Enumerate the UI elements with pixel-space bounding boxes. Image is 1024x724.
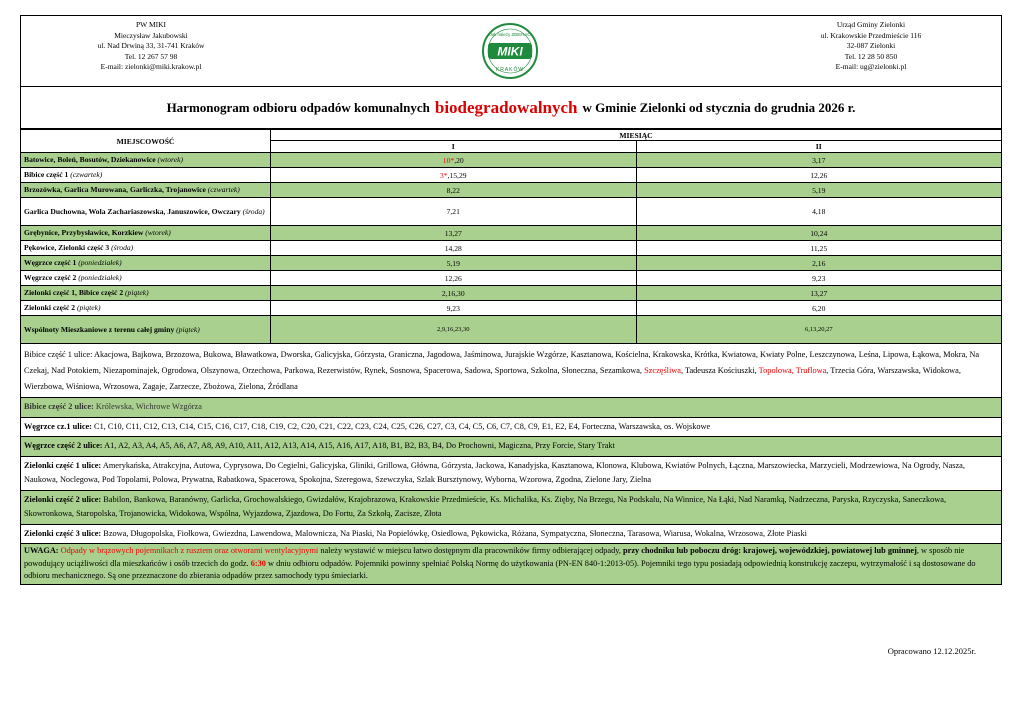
month-1-dates: [271, 256, 637, 271]
table-row: [21, 271, 1002, 286]
contractor-email: E-mail: zielonki@miki.krakow.pl: [100, 62, 202, 71]
collection-weekday: (czwartek): [207, 185, 240, 194]
street-list-text: C1, C10, C11, C12, C13, C14, C15, C16, C17, C18, C19, C2, C20, C21, C22, C23, C24, C25, C26, C27, C3, C4, C5, C6, C7, C8, C9, E1, E2, E4, Forteczna, Warszawska, os. Wojskowe: [94, 421, 711, 431]
title-suffix: w Gminie Zielonki od stycznia do grudnia 2026 r.: [582, 99, 856, 115]
holiday-date: 10*: [442, 155, 455, 165]
streets-bibice-1: [20, 344, 1002, 398]
month-1-dates: [271, 226, 637, 241]
collection-weekday: (wtorek): [145, 228, 171, 237]
table-row: [21, 286, 1002, 301]
location-name: Garlica Duchowna, Wola Zachariaszowska, Januszowice, Owczary: [24, 206, 241, 216]
schedule-rows: [21, 153, 1002, 344]
row-location: [21, 198, 271, 226]
month-2-dates: 5,19: [636, 183, 1002, 198]
title-highlight: biodegradowalnych: [434, 97, 578, 117]
notice-highlight: Odpady w brązowych pojemnikach z rusztem oraz otworami wentylacyjnymi: [60, 546, 319, 555]
collection-weekday: (czwartek): [70, 170, 103, 179]
month-2-dates: 6,20: [636, 301, 1002, 316]
pickup-dates: ,20: [454, 155, 464, 165]
pickup-dates: 5,19: [446, 258, 460, 268]
location-name: Brzozówka, Garlica Murowana, Garliczka, Trojanowice: [24, 185, 206, 194]
pickup-dates: 9,23: [446, 303, 460, 313]
table-row: [21, 301, 1002, 316]
notice-text: należy wystawić w miejscu łatwo dostępnym dla pracowników firmy odbierającej odpady,: [320, 546, 621, 555]
municipality-name: Urząd Gminy Zielonki: [836, 20, 906, 29]
streets-zielonki-2: [20, 491, 1002, 525]
location-name: Wspólnoty Mieszkaniowe z terenu całej gminy: [24, 324, 175, 334]
streets-wegrzce-2: [20, 437, 1002, 457]
month-2-dates: 10,24: [636, 226, 1002, 241]
street-list-text: , Trzecia Góra, Warszawska, Widokowa, Wierzbowa, Wiśniowa, Wrzosowa, Zagaje, Zarzecze, Zbożowa, Zielona, Źródlana: [24, 366, 961, 391]
month-1-dates: [271, 286, 637, 301]
month-2-dates: 12,26: [636, 168, 1002, 183]
table-row: [21, 183, 1002, 198]
pickup-dates: 2,9,16,23,30: [437, 326, 470, 333]
table-header-row: [21, 130, 1002, 141]
month-2-dates: 6,13,20,27: [636, 316, 1002, 344]
street-group-label: Bibice część 2 ulice:: [24, 402, 94, 411]
pickup-dates: 2,16,30: [441, 288, 465, 298]
table-row: [21, 241, 1002, 256]
row-location: [21, 168, 271, 183]
schedule-table: [20, 129, 1002, 344]
street-highlight: Szczęśliwa: [644, 366, 681, 375]
municipality-postcode: 32-087 Zielonki: [846, 41, 896, 50]
location-name: Batowice, Boleń, Bosutów, Dziekanowice: [24, 155, 156, 164]
header-month-2: II: [636, 141, 1002, 153]
row-location: [21, 316, 271, 344]
month-2-dates: 9,23: [636, 271, 1002, 286]
location-name: Węgrzce część 1: [24, 258, 77, 267]
table-row: [21, 153, 1002, 168]
location-name: Zielonki część 2: [24, 303, 76, 312]
notice-text: , w sposób nie powodujący uciążliwości dla mieszkańców i osób trzecich do godz.: [24, 546, 965, 568]
collection-weekday: (środa): [111, 243, 134, 252]
month-1-dates: [271, 198, 637, 226]
contractor-phone: Tel. 12 267 57 98: [124, 51, 178, 61]
header-location: MIEJSCOWOŚĆ: [21, 130, 271, 153]
municipality-phone: Tel. 12 28 50 850: [844, 51, 898, 61]
pickup-dates: 12,26: [444, 273, 462, 283]
street-list-text: Bibice część 1 ulice: Akacjowa, Bajkowa, Brzozowa, Bukowa, Bławatkowa, Dworska, Galicyjska, Górzysta, Graniczna, Jagodowa, Jaśminowa, Jurajskie Wzgórze, Kasztanowa, Kościelna, Krakowska, Krótka, Kwiatowa, Kwiaty Polne, Leszczynowa, Leśna, Lipowa, Łąkowa, Mokra, Na Czekaj, Nad Potokiem, Niezapominajek, Ogrodowa, Olszynowa, Orzechowa, Parkowa, Rezerwistów, Rynek, Sosnowa, Spacerowa, Sadowa, Sportowa, Szkolna, Słoneczna, Sezamkowa,: [24, 350, 980, 375]
notice-emphasis: przy chodniku lub poboczu dróg: krajowej, wojewódzkiej, powiatowej lub gminnej: [623, 546, 917, 555]
contractor-address: ul. Nad Drwiną 33, 31-741 Kraków: [97, 41, 205, 50]
collection-weekday: (wtorek): [157, 155, 183, 164]
municipality-address: ul. Krakowskie Przedmieście 116: [820, 30, 922, 40]
month-2-dates: 11,25: [636, 241, 1002, 256]
row-location: [21, 301, 271, 316]
row-location: [21, 286, 271, 301]
street-list-text: Królewska, Wichrowe Wzgórza: [95, 402, 202, 411]
location-name: Węgrzce część 2: [24, 273, 77, 282]
month-2-dates: 4,18: [636, 198, 1002, 226]
collection-weekday: (środa): [242, 206, 265, 216]
month-1-dates: [271, 301, 637, 316]
table-row: [21, 226, 1002, 241]
notice-text: w dniu odbioru odpadów. Pojemniki powinny spełniać Polską Normę do użytkowania (PN-EN 840-1:2013-05). Pojemniki tego typu posiadają odpowiednią konstrukcję zaczepu, wytrzymałość i są dostosowane do odbioru mechanicznego. Są one przeznaczone do zbierania odpadów przez samochody typu śmieciarki.: [24, 558, 976, 580]
header-month-1: I: [271, 141, 637, 153]
holiday-date: 3*: [439, 170, 448, 180]
document-header: [20, 15, 1002, 87]
streets-zielonki-1: [20, 457, 1002, 491]
notice-box: [20, 544, 1002, 585]
month-1-dates: [271, 183, 637, 198]
location-name: Grębynice, Przybysławice, Korzkiew: [24, 228, 144, 237]
row-location: [21, 183, 271, 198]
contractor-name: PW MIKI: [135, 20, 167, 29]
collection-weekday: (poniedziałek): [78, 273, 122, 282]
month-2-dates: 13,27: [636, 286, 1002, 301]
collection-weekday: (piątek): [176, 324, 200, 334]
street-group-label: Węgrzce cz.1 ulice:: [24, 421, 92, 431]
location-name: Zielonki część 1, Bibice część 2: [24, 288, 124, 297]
location-name: Pękowice, Zielonki część 3: [24, 243, 110, 252]
collection-weekday: (poniedziałek): [78, 258, 122, 267]
streets-bibice-2: [20, 398, 1002, 418]
street-group-label: Zielonki część 2 ulice:: [24, 494, 102, 504]
pickup-dates: 13,27: [444, 228, 462, 238]
notice-label: UWAGA:: [24, 546, 59, 555]
month-2-dates: 3,17: [636, 153, 1002, 168]
location-name: Bibice część 1: [24, 170, 69, 179]
row-location: [21, 271, 271, 286]
prepared-date: Opracowano 12.12.2025r.: [887, 646, 976, 656]
header-month: MIESIĄC: [271, 130, 1002, 141]
street-list-text: Bzowa, Długopolska, Fiołkowa, Gwiezdna, Lawendowa, Malownicza, Na Piaski, Na Popielówkę, Osiedlowa, Pękowicka, Różana, Sympatyczna, Słoneczna, Tarasowa, Wiarusa, Wokalna, Wrzosowa, Złote Piaski: [103, 528, 807, 538]
municipality-email: E-mail: ug@zielonki.pl: [835, 62, 907, 71]
street-group-label: Węgrzce część 2 ulice:: [24, 441, 103, 450]
logo-bottom-text: KRAKÓW: [495, 67, 525, 73]
month-1-dates: [271, 316, 637, 344]
streets-wegrzce-1: [20, 418, 1002, 438]
pickup-dates: 14,28: [444, 243, 462, 253]
table-row: [21, 168, 1002, 183]
month-2-dates: 2,16: [636, 256, 1002, 271]
notice-time: 6:30: [250, 558, 266, 568]
row-location: [21, 153, 271, 168]
contractor-info: [61, 20, 241, 73]
street-list-text: Amerykańska, Atrakcyjna, Autowa, Cyprysowa, Do Cegielni, Galicyjska, Gliniki, Grillowa, Główna, Górzysta, Jackowa, Kanadyjska, Kasztanowa, Klonowa, Klubowa, Kwiatów Polnych, Łączna, Marszowiecka, Marzycieli, Modrzewiowa, Na Ogrody, Nasza, Naukowa, Noclegowa, Pod Topolami, Polowa, Prywatna, Rabatkowa, Spacerowa, Spokojna, Szeregowa, Szewczyka, Szlak Bursztynowy, Wyborna, Wzorowa, Zgodna, Zielone Jary, Zielna: [24, 460, 965, 484]
miki-logo: [479, 22, 541, 80]
street-group-label: Zielonki część 1 ulice:: [24, 460, 102, 470]
collection-weekday: (piątek): [125, 288, 149, 297]
month-1-dates: [271, 168, 637, 183]
municipality-info: [781, 20, 961, 73]
document-page: [20, 15, 1002, 585]
logo-top-text: Jak należy ZBIERAĆ: [489, 32, 531, 37]
month-1-dates: [271, 271, 637, 286]
contractor-owner: Mieczysław Jakubowski: [114, 30, 188, 40]
street-list-text: , Tadeusza Kościuszki,: [680, 366, 757, 375]
street-group-label: Zielonki część 3 ulice:: [24, 528, 102, 538]
table-row: [21, 256, 1002, 271]
month-1-dates: [271, 153, 637, 168]
pickup-dates: 7,21: [446, 207, 460, 216]
title-prefix: Harmonogram odbioru odpadów komunalnych: [166, 99, 430, 115]
document-title: [20, 87, 1002, 129]
street-list-text: A1, A2, A3, A4, A5, A6, A7, A8, A9, A10, A11, A12, A13, A14, A15, A16, A17, A18, B1, B2, B3, B4, Do Prochowni, Magiczna, Przy Forcie, Stary Trakt: [104, 441, 615, 450]
street-list-text: Babilon, Bankowa, Baranówny, Garlicka, Grochowalskiego, Gwizdałów, Krajobrazowa, Krakowskie Przedmieście, Ks. Michalika, Ks. Zięby, Na Brzegu, Na Podskalu, Na Winnice, Na Łąki, Nad Naramką, Nadrzeczna, Paryska, Rzyczyska, Saneczkowa, Skowronkowa, Staropolska, Trojanowicka, Widokowa, Wspólna, Wyjazdowa, Zjazdowa, Do Fortu, Za Szkołą, Zacisze, Złota: [24, 494, 947, 518]
table-row: [21, 316, 1002, 344]
pickup-dates: ,15,29: [447, 170, 467, 180]
streets-zielonki-3: [20, 525, 1002, 545]
row-location: [21, 241, 271, 256]
collection-weekday: (piątek): [76, 303, 101, 312]
logo-name: MIKI: [497, 44, 523, 59]
row-location: [21, 226, 271, 241]
month-1-dates: [271, 241, 637, 256]
street-highlight: Topolowa, Truflowa: [758, 366, 827, 375]
pickup-dates: 8,22: [446, 185, 460, 195]
row-location: [21, 256, 271, 271]
table-row: [21, 198, 1002, 226]
